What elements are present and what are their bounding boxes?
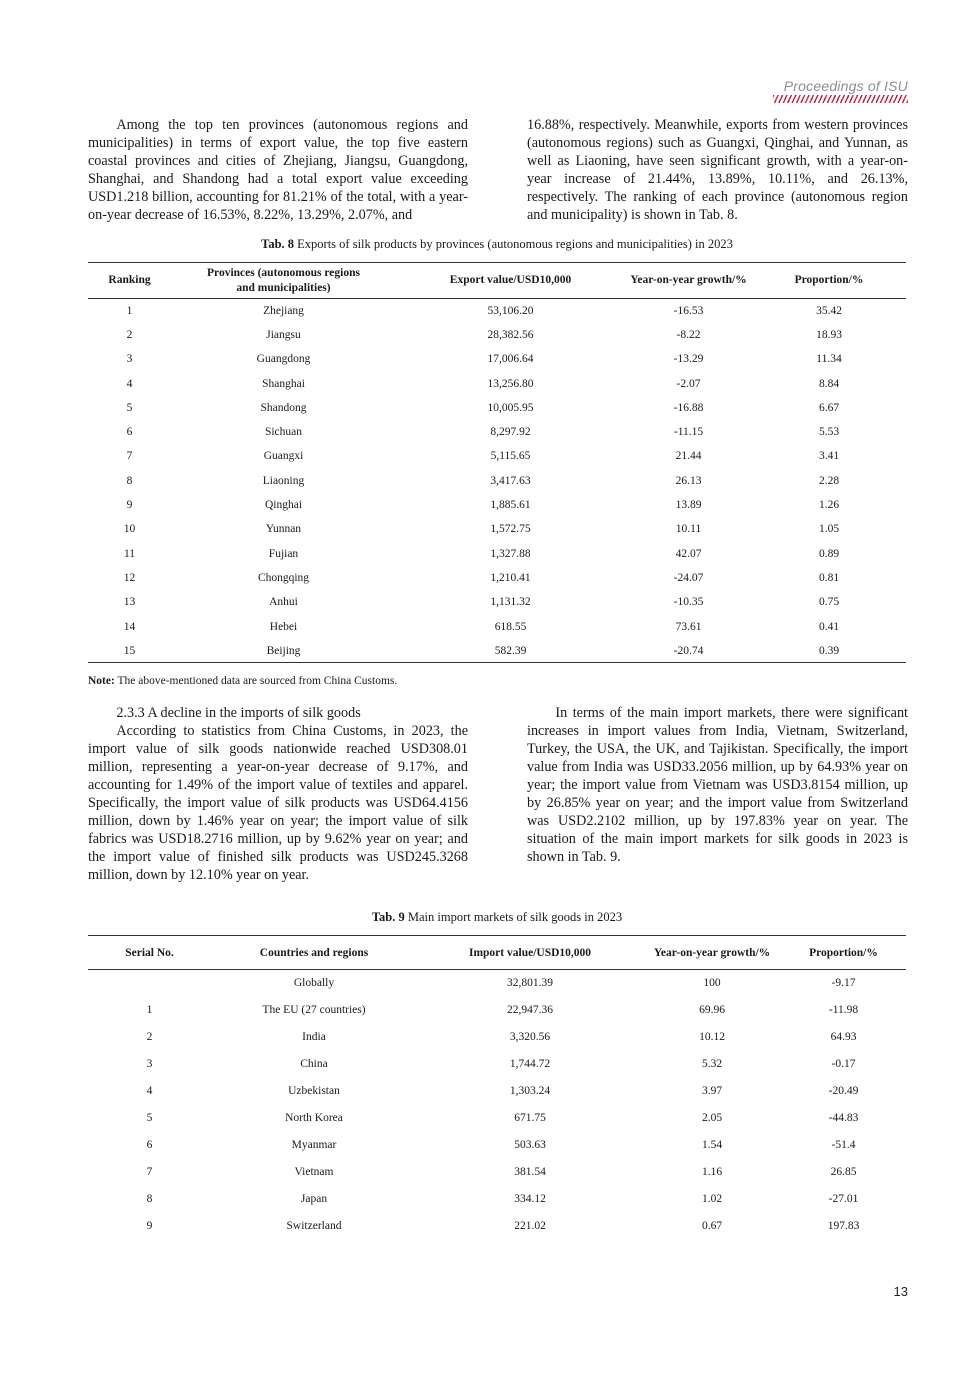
- table8-header-cell: Proportion/%: [752, 263, 906, 299]
- table-cell: 8: [146, 1193, 153, 1205]
- table-cell: 1,572.75: [490, 523, 531, 536]
- table-row: [88, 1105, 906, 1132]
- table-cell: -11.15: [673, 426, 704, 439]
- table9-caption-label: Tab. 9: [371, 910, 405, 924]
- table-cell: 5.53: [818, 426, 840, 439]
- table-cell: 3: [126, 353, 133, 366]
- table-cell: -13.29: [673, 353, 704, 366]
- table-cell: -51.4: [831, 1139, 856, 1151]
- table-cell: Uzbekistan: [288, 1085, 340, 1097]
- intro-right-column: [527, 116, 908, 224]
- table-cell: 18.93: [816, 328, 842, 341]
- table9-caption-text: Main import markets of silk goods in 2023: [407, 910, 623, 924]
- table-row: [88, 444, 906, 468]
- table9-caption: [88, 910, 906, 925]
- section-left-paragraph: According to statistics from China Customs, in 2023, the import value of silk goods nationwide reached USD308.01 million, representing a year-on-year decrease of 9.17%, and accounting for 1.49% of the import value of textiles and apparel. Specifically, the import value of silk products was USD64.4156 million, down by 1.46% year on year; the import value of silk fabrics was USD18.2716 million, up by 9.62% year on year; and the import value of finished silk products was USD245.3268 million, down by 12.10% year on year.: [88, 723, 468, 883]
- table-row: [88, 1159, 906, 1186]
- table-cell: 5,115.65: [490, 450, 531, 463]
- table-cell: Guangdong: [256, 353, 311, 366]
- table-row: [88, 396, 906, 420]
- table-cell: 10.11: [675, 523, 702, 536]
- table-cell: -10.35: [673, 596, 704, 609]
- table-cell: Beijing: [266, 644, 301, 657]
- table-cell: 2: [126, 328, 133, 341]
- table-cell: Fujian: [268, 547, 299, 560]
- table-cell: 8,297.92: [490, 426, 531, 439]
- table-cell: 4: [126, 377, 133, 390]
- table-cell: 5.32: [701, 1058, 723, 1070]
- intro-left-column: [88, 116, 468, 224]
- table-cell: Anhui: [269, 596, 298, 609]
- table8-caption: [88, 237, 906, 252]
- table-cell: 14: [123, 620, 136, 633]
- table-cell: -44.83: [828, 1112, 859, 1124]
- table9-header-cell: Year-on-year growth/%: [643, 936, 781, 970]
- table-row: [88, 1078, 906, 1105]
- note-text: The above-mentioned data are sourced from China Customs.: [117, 675, 398, 687]
- table-row: [88, 970, 906, 997]
- table-cell: 3.97: [701, 1085, 723, 1097]
- table-cell: 64.93: [830, 1031, 857, 1043]
- table-row: [88, 1051, 906, 1078]
- table-row: [88, 1186, 906, 1213]
- section-heading: 2.3.3 A decline in the imports of silk goods: [116, 705, 361, 721]
- table8-header-cell: Year-on-year growth/%: [625, 263, 752, 299]
- table-cell: Jiangsu: [266, 328, 301, 341]
- table-cell: 42.07: [675, 547, 702, 560]
- table-cell: China: [300, 1058, 328, 1070]
- table9-header-cell: Countries and regions: [211, 936, 417, 970]
- table-cell: -20.74: [673, 644, 704, 657]
- table-row: [88, 614, 906, 638]
- table-cell: 4: [146, 1085, 153, 1097]
- table-cell: 582.39: [494, 644, 527, 657]
- table-cell: 10,005.95: [487, 401, 534, 414]
- journal-header: [773, 78, 908, 103]
- section-right-column: [527, 704, 908, 866]
- page-number: 13: [893, 1284, 908, 1299]
- table-cell: 9: [126, 499, 133, 512]
- table-cell: 3,417.63: [490, 474, 531, 487]
- table-cell: -9.17: [831, 977, 856, 990]
- table-cell: Chongqing: [257, 571, 310, 584]
- table-cell: 21.44: [675, 450, 702, 463]
- table-row: [88, 517, 906, 541]
- table-cell: 1.02: [701, 1193, 723, 1205]
- table-cell: -20.49: [828, 1085, 859, 1097]
- table-cell: 13: [123, 596, 136, 609]
- table-cell: 1,327.88: [490, 547, 531, 560]
- table-row: [88, 541, 906, 565]
- table-cell: 6.67: [818, 401, 840, 414]
- table-cell: 0.67: [701, 1220, 723, 1232]
- table8-note: [88, 675, 397, 687]
- table-row: [88, 299, 906, 323]
- table-cell: 1.05: [818, 523, 840, 536]
- table-cell: Switzerland: [286, 1220, 342, 1232]
- table-cell: 7: [126, 450, 133, 463]
- table-cell: 15: [123, 644, 136, 657]
- table-cell: 17,006.64: [487, 353, 534, 366]
- table-cell: 0.89: [818, 547, 840, 560]
- table-cell: 26.13: [675, 474, 702, 487]
- table-cell: Hebei: [269, 620, 298, 633]
- table-cell: 32,801.39: [507, 977, 553, 990]
- section-right-paragraph: In terms of the main import markets, there were significant increases in import values from India, Vietnam, Switzerland, Turkey, the USA, the UK, and Tajikistan. Specifically, the import value from India was USD33.2056 million, up by 64.93% year on year; the import value from Vietnam was USD3.8154 million, up by 26.85% year on year; and the import value from Switzerland was USD2.2102 million, up by 197.83% year on year. The situation of the main import markets for silk goods in 2023 is shown in Tab. 9.: [527, 705, 908, 865]
- table-cell: 5: [146, 1112, 153, 1124]
- table-cell: 197.83: [827, 1220, 860, 1232]
- table-cell: 28,382.56: [487, 328, 534, 341]
- table-row: [88, 1024, 906, 1051]
- table-cell: 0.75: [818, 596, 840, 609]
- table-cell: Japan: [300, 1193, 328, 1205]
- table-cell: 1,744.72: [509, 1058, 551, 1070]
- journal-title: Proceedings of ISU: [783, 78, 908, 94]
- intro-left-paragraph: Among the top ten provinces (autonomous regions and municipalities) in terms of export value, the top five eastern coastal provinces and cities of Zhejiang, Jiangsu, Guangdong, Shanghai, and Shandong had a total export value exceeding USD1.218 billion, accounting for 81.21% of the total, with a year-on-year decrease of 16.53%, 8.22%, 13.29%, 2.07%, and: [88, 117, 468, 223]
- table-cell: 3.41: [818, 450, 840, 463]
- table-row: [88, 323, 906, 347]
- table-cell: 503.63: [514, 1139, 546, 1151]
- table-row: [88, 566, 906, 590]
- table-cell: 11.34: [816, 353, 842, 366]
- table-cell: 618.55: [494, 620, 527, 633]
- table-cell: 1.26: [818, 499, 840, 512]
- table-cell: 11: [123, 547, 136, 560]
- table-cell: 2.28: [818, 474, 840, 487]
- table8-body: [88, 299, 906, 663]
- table-cell: Shandong: [260, 401, 307, 414]
- table-cell: Qinghai: [264, 499, 303, 512]
- table-cell: 0.41: [818, 620, 840, 633]
- table-cell: Yunnan: [265, 523, 302, 536]
- table-cell: 3,320.56: [509, 1031, 551, 1043]
- table-cell: 53,106.20: [487, 304, 534, 317]
- table-cell: 8: [126, 474, 133, 487]
- table-cell: -8.22: [676, 328, 701, 341]
- exports-table: [88, 262, 906, 663]
- table-cell: -2.07: [676, 377, 701, 390]
- table-cell: 0.39: [818, 644, 840, 657]
- table-cell: 8.84: [818, 377, 840, 390]
- table-cell: 10.12: [699, 1031, 725, 1043]
- table-row: [88, 639, 906, 663]
- table-row: [88, 997, 906, 1024]
- table8-caption-label: Tab. 8: [261, 237, 295, 251]
- table-cell: 1.16: [701, 1166, 723, 1178]
- table-row: [88, 1132, 906, 1159]
- table-cell: 671.75: [514, 1112, 546, 1124]
- table8-header-cell: Provinces (autonomous regions and municipalities): [171, 263, 396, 299]
- table-cell: 100: [703, 977, 721, 990]
- table-cell: Vietnam: [294, 1166, 334, 1178]
- table-row: [88, 1213, 906, 1240]
- note-label: Note:: [88, 675, 115, 687]
- table-row: [88, 493, 906, 517]
- table-cell: 6: [126, 426, 133, 439]
- intro-right-paragraph: 16.88%, respectively. Meanwhile, exports from western provinces (autonomous regions) such as Guangxi, Qinghai, and Yunnan, as well as Liaoning, have seen significant growth, with a year-on-year increase of 21.44%, 13.89%, 10.11%, and 26.13%, respectively. The ranking of each province (autonomous region and municipality) is shown in Tab. 8.: [527, 117, 908, 223]
- table-cell: 1,885.61: [490, 499, 531, 512]
- journal-hatch-decoration: [773, 95, 908, 103]
- table-cell: 2: [146, 1031, 153, 1043]
- table9-body: [88, 970, 906, 1240]
- table-cell: 3: [146, 1058, 153, 1070]
- table-cell: 7: [146, 1166, 153, 1178]
- table-cell: -11.98: [828, 1004, 859, 1016]
- table-cell: Liaoning: [262, 474, 305, 487]
- table-cell: Globally: [293, 977, 335, 990]
- table-cell: 10: [123, 523, 136, 536]
- table-cell: The EU (27 countries): [262, 1004, 366, 1016]
- table-cell: 334.12: [514, 1193, 546, 1205]
- table-row: [88, 590, 906, 614]
- table9-header-cell: Serial No.: [88, 936, 211, 970]
- table9-header-cell: Proportion/%: [781, 936, 906, 970]
- table-cell: Guangxi: [263, 450, 304, 463]
- table-cell: [88, 970, 211, 997]
- table8-header-row: [88, 263, 906, 299]
- table-cell: 5: [126, 401, 133, 414]
- table-cell: 13,256.80: [487, 377, 534, 390]
- table-cell: 12: [123, 571, 136, 584]
- table-cell: 1,131.32: [490, 596, 531, 609]
- table-cell: 1: [126, 304, 133, 317]
- table-cell: 35.42: [816, 304, 842, 317]
- table-cell: Sichuan: [264, 426, 303, 439]
- table-cell: 1,303.24: [509, 1085, 551, 1097]
- table-cell: -27.01: [828, 1193, 859, 1205]
- table-cell: -0.17: [831, 1058, 856, 1070]
- section-left-column: [88, 704, 468, 884]
- table-cell: 381.54: [514, 1166, 546, 1178]
- table-cell: 6: [146, 1139, 153, 1151]
- table-cell: 69.96: [699, 1004, 725, 1016]
- table9-header-row: [88, 936, 906, 970]
- table-cell: 73.61: [675, 620, 702, 633]
- table-cell: -16.88: [673, 401, 704, 414]
- table-row: [88, 469, 906, 493]
- table-cell: 1,210.41: [490, 571, 531, 584]
- table-row: [88, 420, 906, 444]
- table9-header-cell: Import value/USD10,000: [417, 936, 643, 970]
- table-cell: Shanghai: [262, 377, 305, 390]
- table-cell: -16.53: [673, 304, 704, 317]
- table-cell: 1.54: [701, 1139, 723, 1151]
- table-cell: 26.85: [830, 1166, 857, 1178]
- table-row: [88, 371, 906, 395]
- table-cell: 0.81: [818, 571, 840, 584]
- table-row: [88, 347, 906, 371]
- table-cell: 2.05: [701, 1112, 723, 1124]
- table-cell: North Korea: [285, 1112, 343, 1124]
- table-cell: Zhejiang: [263, 304, 304, 317]
- imports-table: [88, 935, 906, 1240]
- table-cell: 22,947.36: [507, 1004, 553, 1016]
- table-cell: 13.89: [675, 499, 702, 512]
- table-cell: 1: [146, 1004, 153, 1016]
- table8-header-cell: Ranking: [88, 263, 171, 299]
- table-cell: 221.02: [514, 1220, 546, 1232]
- table-cell: -24.07: [673, 571, 704, 584]
- table8-caption-text: Exports of silk products by provinces (autonomous regions and municipalities) in 2023: [297, 237, 733, 251]
- table-cell: India: [302, 1031, 326, 1043]
- table-cell: Myanmar: [291, 1139, 337, 1151]
- table-cell: 9: [146, 1220, 153, 1232]
- table8-header-cell: Export value/USD10,000: [396, 263, 625, 299]
